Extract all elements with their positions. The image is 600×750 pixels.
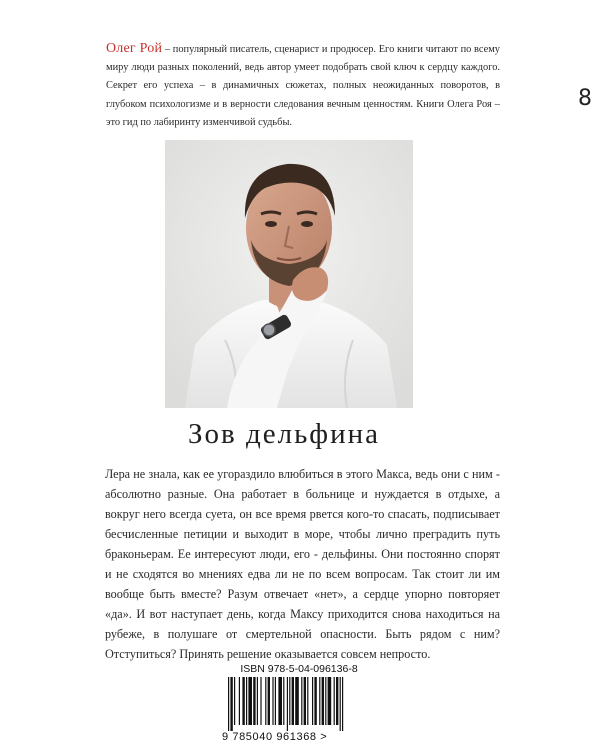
author-photo (165, 140, 413, 408)
barcode-bar (260, 677, 261, 725)
barcode-bar (257, 677, 258, 725)
barcode-bar (314, 677, 316, 725)
barcode-icon (222, 677, 397, 731)
barcode-bar (234, 677, 235, 725)
barcode-bar (283, 677, 284, 725)
barcode-bar (325, 677, 326, 725)
edge-mark: 8 (578, 88, 592, 110)
barcode-bar (312, 677, 313, 725)
barcode-bar (265, 677, 266, 725)
barcode-bar (275, 677, 276, 725)
barcode-digits: 9 785040 961368 > (222, 731, 328, 743)
barcode-bar (340, 677, 341, 731)
author-bio-text: – популярный писатель, сценарист и продюсер. Его книги читают по всему миру люди разных поколений, ведь автор умеет подобрать свой ключ к сердцу каждого. Секрет его успеха – в динамичных сюжетах, полных неожиданных поворотов, в глубоком психологизме и в верности следования вечным ценностям. Книги Олега Роя – это гид по лабиринту изменчивой судьбы. (106, 44, 500, 128)
barcode-bar (278, 677, 282, 725)
barcode-bar (307, 677, 308, 725)
barcode-bar (272, 677, 273, 725)
barcode-bar (336, 677, 338, 725)
barcode-bar (253, 677, 255, 725)
barcode-bar (342, 677, 343, 731)
barcode-bar (239, 677, 240, 725)
book-annotation: Лера не знала, как ее угораздило влюбиться в этого Макса, ведь они с ним - абсолютно разные. Она работает в больнице и нуждается в отдыхе, а вокруг него всегда суета, он все время рвется кого-то спасать, подписывает бесчисленные петиции и выходит в море, чтобы лично преградить путь браконьерам. Ее интересуют люди, его - дельфины. Они постоянно спорят и не сходятся во мнениях едва ли не по всем вопросам. Так стоит ли им вообще быть вместе? Разум отвечает «нет», а сердце упорно повторяет «да». И вот наступает день, когда Максу приходится снова находиться на рубеже, в полушаге от смертельной опасности. Быть рядом с ним? Отступиться? Принять решение оказывается совсем непросто. (105, 467, 500, 661)
barcode-bar (328, 677, 332, 725)
barcode-bar (246, 677, 247, 725)
barcode-bar (301, 677, 302, 725)
author-bio (106, 40, 500, 132)
barcode-bar (319, 677, 320, 725)
barcode-bar (248, 677, 252, 725)
barcode-bar (268, 677, 270, 725)
barcode-bar (289, 677, 290, 725)
barcode-bar (322, 677, 324, 725)
author-portrait-icon (165, 140, 413, 408)
barcode-bar (304, 677, 306, 725)
book-title: Зов дельфина (188, 418, 380, 450)
author-name: Олег Рой (106, 41, 163, 56)
isbn-label: ISBN 978-5-04-096136-8 (240, 663, 358, 675)
barcode-bar (295, 677, 299, 725)
barcode-block (222, 662, 412, 746)
barcode-bar (287, 677, 288, 731)
barcode-bar (230, 677, 232, 731)
barcode-bar (228, 677, 229, 731)
barcode-bar (334, 677, 335, 725)
barcode-bar (292, 677, 294, 725)
barcode-bar (242, 677, 244, 725)
